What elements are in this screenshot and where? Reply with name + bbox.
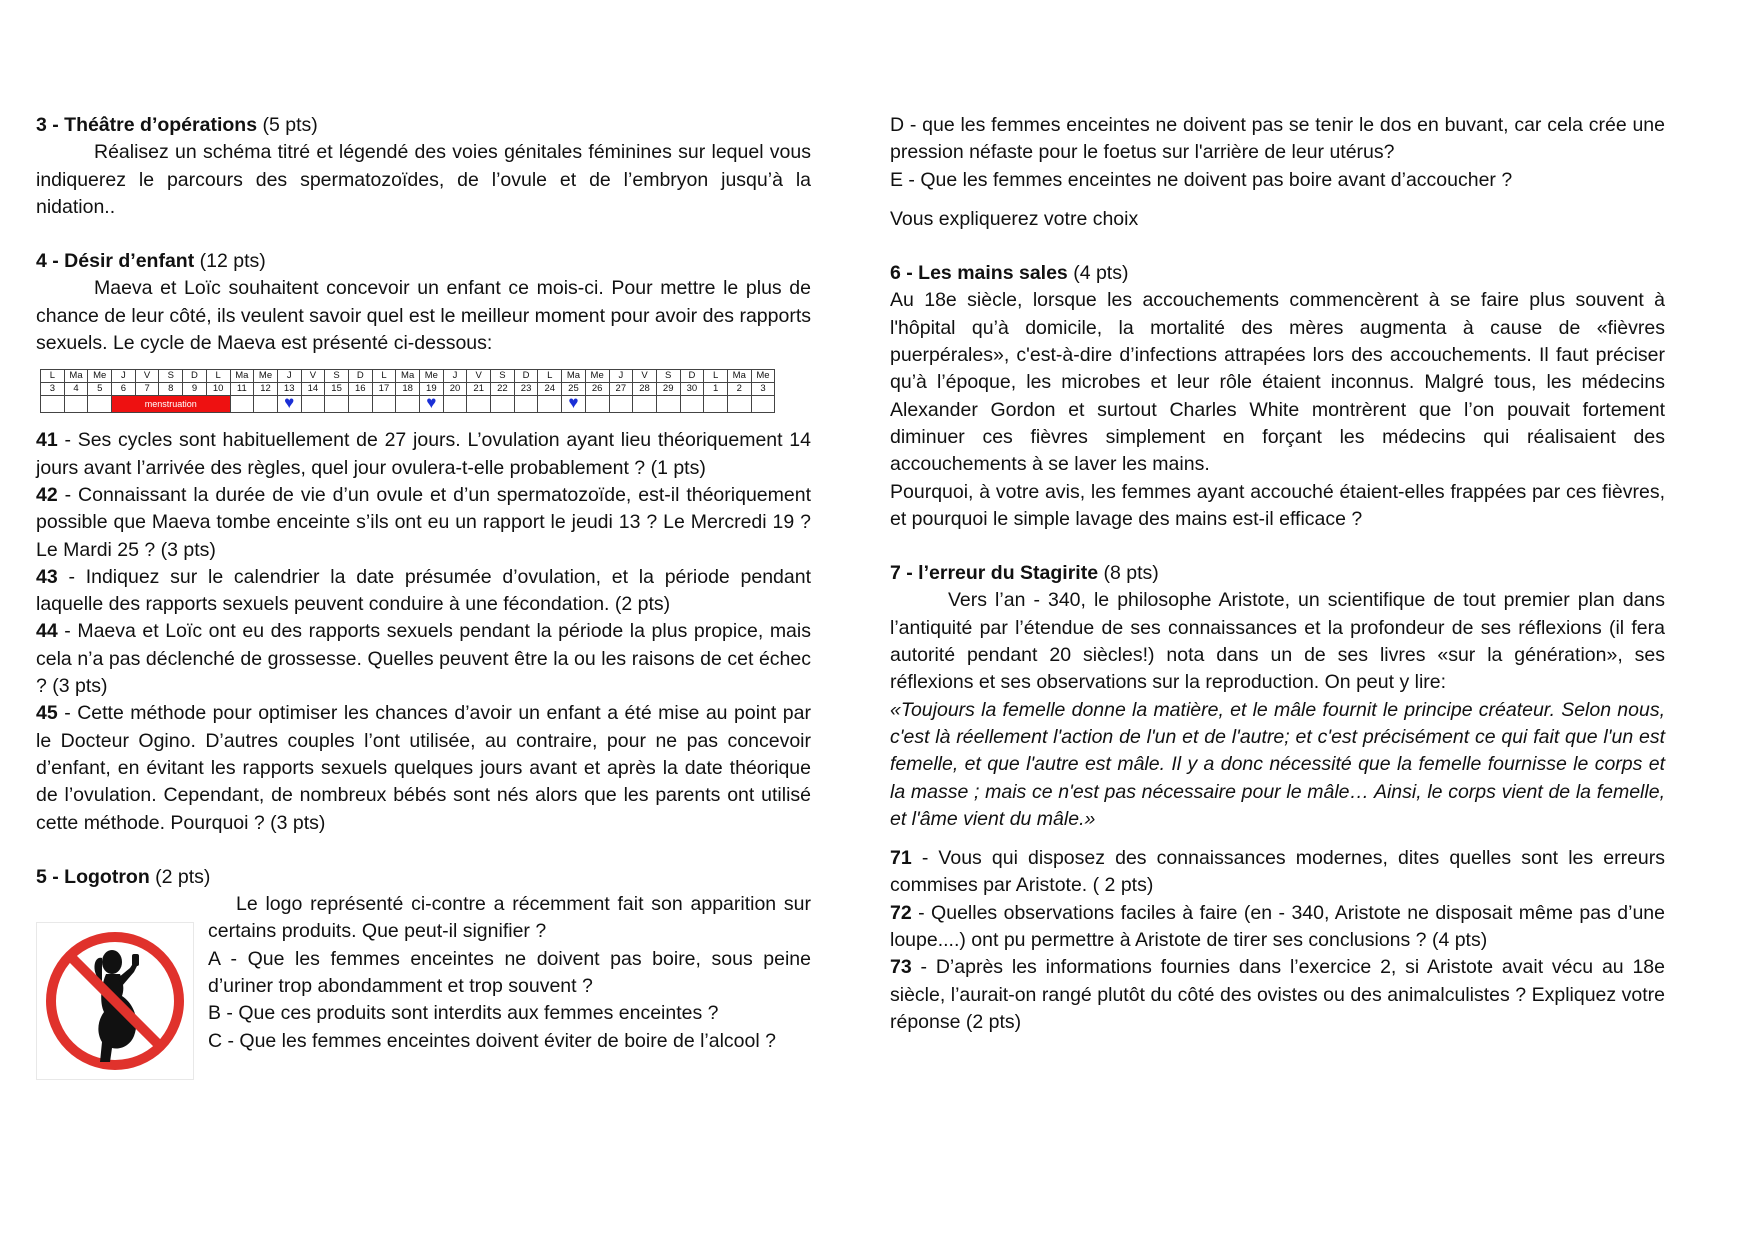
calendar-date-cell[interactable]: 1 <box>704 383 728 396</box>
option-c: C - Que les femmes enceintes doivent éviter de boire de l’alcool ? <box>208 1029 776 1052</box>
calendar-mark-cell[interactable] <box>254 396 278 413</box>
calendar-date-cell[interactable]: 3 <box>41 383 65 396</box>
left-column <box>36 112 811 1080</box>
calendar-date-cell[interactable]: 5 <box>88 383 112 396</box>
calendar-day-cell: Me <box>585 370 609 383</box>
calendar-day-cell: Ma <box>230 370 254 383</box>
calendar-day-cell: Ma <box>562 370 586 383</box>
calendar-day-cell: J <box>609 370 633 383</box>
exercise-5-heading <box>36 864 811 891</box>
calendar-day-cell: Ma <box>396 370 420 383</box>
exercise-7-text: Vers l’an - 340, le philosophe Aristote, un scientifique de tout premier plan dans l’antiquité par l’étendue de ses connaissances et la profondeur de ses réflexions (il fera autorité pendant 20 siècles!) nota dans un de ses livres «sur la génération», ses réflexions et ses observations sur la reproduction. On peut y lire: <box>890 589 1665 694</box>
aristotle-quote: «Toujours la femelle donne la matière, et le mâle fournit le principe créateur. Selon nous, c'est là réellement l'action de l'un et de l'autre; et c'est précisément ce qui fait que l'un est femelle, et que l'autre est mâle. Il y a donc nécessité que la femelle fournisse le corps et la masse ; mais ce n'est pas nécessaire pour le mâle… Ainsi, le corps vient de la femelle, et l'âme vient du mâle.» <box>890 698 1665 830</box>
calendar-date-cell[interactable]: 22 <box>491 383 515 396</box>
question-text: - Ses cycles sont habituellement de 27 jours. L’ovulation ayant lieu théoriquement 14 jours avant l’arrivée des règles, quel jour ovulera-t-elle probablement ? (1 pts) <box>36 429 811 479</box>
question-item <box>890 954 1665 1036</box>
calendar-date-cell[interactable]: 25 <box>562 383 586 396</box>
calendar-dates-row <box>41 383 775 396</box>
calendar-mark-cell[interactable] <box>562 393 586 413</box>
calendar-day-cell: Ma <box>64 370 88 383</box>
calendar-mark-cell[interactable] <box>230 396 254 413</box>
calendar-date-cell[interactable]: 28 <box>633 383 657 396</box>
calendar-day-cell: J <box>112 370 136 383</box>
calendar-mark-cell[interactable] <box>443 396 467 413</box>
exercise-4-questions <box>36 427 811 836</box>
exercise-6-question: Pourquoi, à votre avis, les femmes ayant accouché étaient-elles frappées par ces fièvres, et pourquoi le simple lavage des mains est-il efficace ? <box>890 480 1665 530</box>
calendar-day-cell: L <box>704 370 728 383</box>
calendar-mark-cell[interactable] <box>727 396 751 413</box>
question-text: - Indiquez sur le calendrier la date présumée d’ovulation, et la période pendant laquelle des rapports sexuels peuvent conduire à une fécondation. (2 pts) <box>36 565 811 616</box>
calendar-day-cell: V <box>135 370 159 383</box>
calendar-mark-cell[interactable] <box>467 396 491 413</box>
calendar-mark-cell[interactable] <box>751 396 775 413</box>
calendar-date-cell[interactable]: 26 <box>585 383 609 396</box>
question-item <box>36 482 811 564</box>
exercise-7-heading <box>890 560 1665 587</box>
calendar-date-cell[interactable]: 4 <box>64 383 88 396</box>
exercise-4-title: 4 - Désir d’enfant <box>36 250 195 273</box>
question-number: 42 <box>36 483 58 506</box>
heart-icon: ♥ <box>568 393 579 413</box>
no-pregnancy-alcohol-icon <box>42 928 188 1074</box>
calendar-date-cell[interactable]: 8 <box>159 383 183 396</box>
question-number: 73 <box>890 956 912 979</box>
question-text: - Vous qui disposez des connaissances modernes, dites quelles sont les erreurs commises par Aristote. ( 2 pts) <box>890 847 1665 897</box>
calendar-day-cell: J <box>443 370 467 383</box>
exercise-5-intro: Le logo représenté ci-contre a récemment fait son apparition sur certains produits. Que peut-il signifier ? <box>208 893 811 943</box>
option-d: D - que les femmes enceintes ne doivent pas se tenir le dos en buvant, car cela crée une pression néfaste pour le foetus sur l'arrière de leur utérus? <box>890 114 1665 164</box>
exercise-6-text: Au 18e siècle, lorsque les accouchements commencèrent à se faire plus souvent à l'hôpital qu’à domicile, la mortalité des mères augmenta à cause de «fièvres puerpérales», c'est-à-dire d’infections attrapées lors des accouchements. Il faut préciser qu’à l’époque, les microbes et leur rôle étaient inconnus. Malgré tous, les médecins Alexander Gordon et surtout Charles White montrèrent que l’on pouvait fortement diminuer ces fièvres simplement en forçant les médecins qui réalisaient des accouchements à se laver les mains. <box>890 289 1665 476</box>
question-text: - Connaissant la durée de vie d’un ovule et d’un spermatozoïde, est-il théoriquement possible que Maeva tombe enceinte s’ils ont eu un rapport le jeudi 13 ? Le Mercredi 19 ? Le Mardi 25 ? (3 pts) <box>36 483 811 561</box>
calendar-day-cell: Me <box>420 370 444 383</box>
calendar-date-cell[interactable]: 21 <box>467 383 491 396</box>
exercise-5-points: (2 pts) <box>149 865 211 888</box>
heart-icon: ♥ <box>426 393 437 413</box>
calendar-date-cell[interactable]: 27 <box>609 383 633 396</box>
calendar-day-cell: V <box>467 370 491 383</box>
calendar-date-cell[interactable]: 14 <box>301 383 325 396</box>
calendar-day-cell: D <box>348 370 372 383</box>
right-column <box>890 112 1665 1036</box>
calendar-mark-cell[interactable] <box>585 396 609 413</box>
calendar-date-cell[interactable]: 24 <box>538 383 562 396</box>
calendar-day-cell: L <box>206 370 230 383</box>
calendar-mark-cell[interactable] <box>704 396 728 413</box>
calendar-date-cell[interactable]: 7 <box>135 383 159 396</box>
exercise-3-text: Réalisez un schéma titré et légendé des voies génitales féminines sur lequel vous indiquerez le parcours des spermatozoïdes, de l’ovule et de l’embryon jusqu’à la nidation.. <box>36 141 811 218</box>
calendar-day-cell: L <box>41 370 65 383</box>
question-item <box>36 700 811 836</box>
calendar-days-row <box>41 370 775 383</box>
question-number: 72 <box>890 901 912 924</box>
calendar-mark-cell[interactable] <box>656 396 680 413</box>
calendar-mark-cell[interactable] <box>325 396 349 413</box>
calendar-date-cell[interactable]: 19 <box>420 383 444 396</box>
calendar-day-cell: Me <box>254 370 278 383</box>
question-text: - Maeva et Loïc ont eu des rapports sexuels pendant la période la plus propice, mais cela n’a pas déclenché de grossesse. Quelles peuvent être la ou les raisons de cet échec ? (3 pts) <box>36 620 811 698</box>
calendar-day-cell: V <box>633 370 657 383</box>
calendar-date-cell[interactable]: 2 <box>727 383 751 396</box>
exercise-4-heading <box>36 248 811 275</box>
question-item <box>36 618 811 700</box>
calendar-date-cell[interactable]: 18 <box>396 383 420 396</box>
calendar-day-cell: V <box>301 370 325 383</box>
calendar-day-cell: D <box>514 370 538 383</box>
question-number: 41 <box>36 429 58 452</box>
calendar-mark-cell[interactable] <box>372 396 396 413</box>
calendar-date-cell[interactable]: 6 <box>112 383 136 396</box>
explain-choice: Vous expliquerez votre choix <box>890 207 1139 230</box>
exercise-3-heading <box>36 112 811 139</box>
calendar-day-cell: Me <box>751 370 775 383</box>
calendar-mark-cell[interactable] <box>301 396 325 413</box>
exercise-7-questions <box>890 845 1665 1036</box>
calendar-date-cell[interactable]: 29 <box>656 383 680 396</box>
calendar-date-cell[interactable]: 17 <box>372 383 396 396</box>
exercise-7-points: (8 pts) <box>1098 562 1159 585</box>
calendar-mark-cell[interactable] <box>633 396 657 413</box>
calendar-date-cell[interactable]: 9 <box>183 383 207 396</box>
calendar-mark-cell[interactable] <box>396 396 420 413</box>
calendar-date-cell[interactable]: 30 <box>680 383 704 396</box>
question-number: 44 <box>36 620 58 643</box>
question-number: 43 <box>36 565 58 588</box>
cycle-calendar <box>40 369 775 413</box>
calendar-mark-cell[interactable] <box>491 396 515 413</box>
calendar-day-cell: D <box>680 370 704 383</box>
exercise-3-points: (5 pts) <box>257 114 318 136</box>
calendar-mark-cell[interactable] <box>41 396 65 413</box>
calendar-day-cell: S <box>325 370 349 383</box>
question-item <box>890 900 1665 955</box>
calendar-date-cell[interactable]: 11 <box>230 383 254 396</box>
calendar-mark-cell[interactable] <box>277 393 301 413</box>
calendar-day-cell: D <box>183 370 207 383</box>
option-e: E - Que les femmes enceintes ne doivent pas boire avant d’accoucher ? <box>890 168 1513 191</box>
calendar-date-cell[interactable]: 15 <box>325 383 349 396</box>
calendar-date-cell[interactable]: 12 <box>254 383 278 396</box>
calendar-day-cell: L <box>538 370 562 383</box>
calendar-day-cell: Ma <box>727 370 751 383</box>
exercise-5-title: 5 - Logotron <box>36 865 150 888</box>
logo-section <box>36 891 811 1080</box>
calendar-date-cell[interactable]: 23 <box>514 383 538 396</box>
calendar-mark-cell[interactable] <box>680 396 704 413</box>
exercise-6-points: (4 pts) <box>1067 262 1129 285</box>
exercise-3-title: 3 - Théâtre d’opérations <box>36 114 258 136</box>
question-number: 45 <box>36 702 58 725</box>
calendar-day-cell: S <box>656 370 680 383</box>
calendar-day-cell: L <box>372 370 396 383</box>
question-text: - D’après les informations fournies dans l’exercice 2, si Aristote avait vécu au 18e siècle, l’aurait-on rangé plutôt du côté des ovistes ou des animalculistes ? Expliquez votre réponse (2 pts) <box>890 956 1665 1033</box>
question-item <box>890 845 1665 900</box>
heart-icon: ♥ <box>284 393 295 413</box>
calendar-date-cell[interactable]: 3 <box>751 383 775 396</box>
question-item <box>36 427 811 482</box>
calendar-mark-cell[interactable] <box>88 396 112 413</box>
exercise-6-heading <box>890 260 1665 287</box>
calendar-day-cell: S <box>491 370 515 383</box>
calendar-mark-cell[interactable] <box>514 396 538 413</box>
menstruation-bar: menstruation <box>112 396 230 413</box>
question-number: 71 <box>890 847 912 870</box>
pregnant-no-drinking-logo <box>36 922 194 1080</box>
option-a: A - Que les femmes enceintes ne doivent pas boire, sous peine d’uriner trop abondamment et trop souvent ? <box>208 947 811 998</box>
calendar-day-cell: J <box>277 370 301 383</box>
calendar-date-cell[interactable]: 20 <box>443 383 467 396</box>
option-b: B - Que ces produits sont interdits aux femmes enceintes ? <box>208 1002 719 1025</box>
calendar-day-cell: S <box>159 370 183 383</box>
calendar-mark-cell[interactable] <box>538 396 562 413</box>
exercise-4-text: Maeva et Loïc souhaitent concevoir un enfant ce mois-ci. Pour mettre le plus de chance de leur côté, ils veulent savoir quel est le meilleur moment pour avoir des rapports sexuels. Le cycle de Maeva est présenté ci-dessous: <box>36 277 811 355</box>
calendar-mark-cell[interactable] <box>420 393 444 413</box>
exercise-7-title: 7 - l’erreur du Stagirite <box>890 562 1099 585</box>
exercise-5-options <box>208 891 811 1080</box>
calendar-marks-row <box>41 396 775 413</box>
calendar-date-cell[interactable]: 16 <box>348 383 372 396</box>
question-text: - Quelles observations faciles à faire (en - 340, Aristote ne disposait même pas d’une loupe....) ont pu permettre à Aristote de tirer ses conclusions ? (4 pts) <box>890 901 1665 952</box>
question-text: - Cette méthode pour optimiser les chances d’avoir un enfant a été mise au point par le Docteur Ogino. D’autres couples l’ont utilisée, au contraire, pour ne pas concevoir d’enfant, en évitant les rapports sexuels quelques jours avant et après la date théorique de l’ovulation. Cependant, de nombreux bébés sont nés alors que les parents ont utilisé cette méthode. Pourquoi ? (3 pts) <box>36 702 811 834</box>
calendar-day-cell: Me <box>88 370 112 383</box>
calendar-date-cell[interactable]: 10 <box>206 383 230 396</box>
calendar-date-cell[interactable]: 13 <box>277 383 301 396</box>
exercise-6-title: 6 - Les mains sales <box>890 262 1068 285</box>
calendar-mark-cell[interactable] <box>64 396 88 413</box>
calendar-mark-cell[interactable] <box>609 396 633 413</box>
calendar-mark-cell[interactable] <box>348 396 372 413</box>
exercise-4-points: (12 pts) <box>194 250 266 273</box>
question-item <box>36 564 811 619</box>
